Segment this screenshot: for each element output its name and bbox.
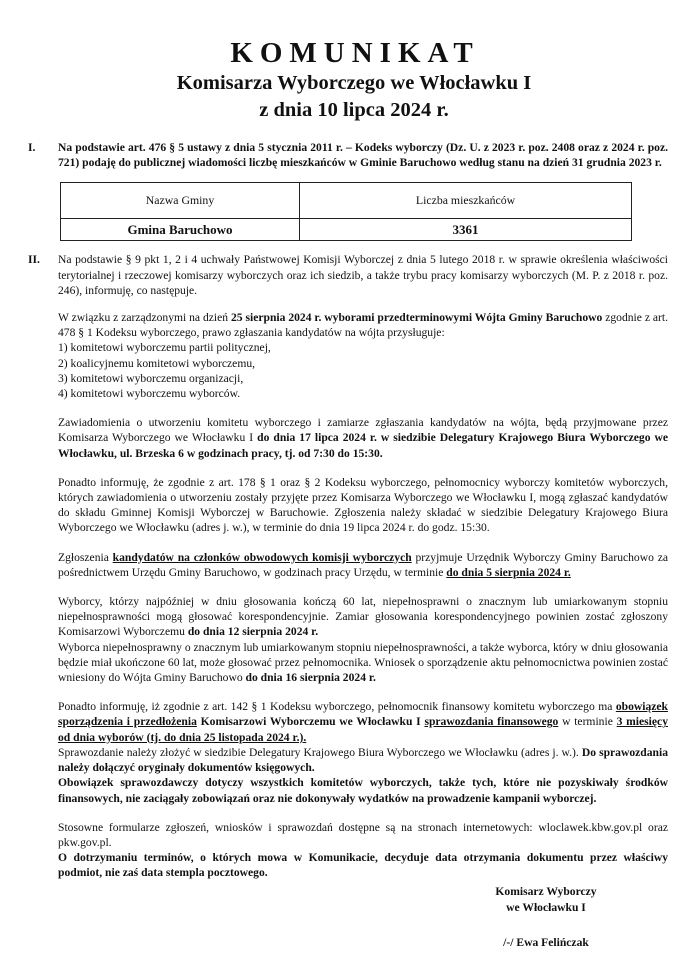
documents-bold: Do sprawozdania należy dołączyć oryginały dokumentów księgowych.: [58, 745, 668, 775]
obligation-underlined: obowiązek sporządzenia i przedłożenia: [58, 700, 668, 729]
paragraph-obwodowe-komisje: [58, 550, 668, 580]
text-span: Ponadto informuję, iż zgodnie z art. 142 § 1 Kodeksu wyborczego, pełnomocnik finansowy komitetu wyborczego ma: [58, 700, 616, 714]
text-span: Zawiadomienia o utworzeniu komitetu wyborczego i zamiarze zgłaszania kandydatów na wójta, będą przyjmowane przez Komisarza Wyborczego we Włocławku I: [58, 416, 668, 445]
paragraph-proxy-vote: [58, 640, 668, 686]
population-table-header-row: [61, 183, 632, 219]
text-span: Wyborcy, którzy najpóźniej w dniu głosowania kończą 60 lat, niepełnosprawni o znacznym lub umiarkowanym stopniu niepełnosprawności mogą głosować korespondencyjnie. Zamiar głosowania korespondencyjnego powinien zostać zgłoszony Komisarzowi Wyborczemu: [58, 595, 668, 639]
text-span: zgodnie z art. 478 § 1 Kodeksu wyborczego, prawo zgłaszania kandydatów na wójta przysługuje:: [58, 311, 668, 340]
section-1: [28, 140, 668, 170]
paragraph-correspondence-vote: [58, 594, 668, 640]
deadline-bold: do dnia 16 sierpnia 2024 r.: [245, 671, 376, 685]
paragraph-commission-candidates: Ponadto informuję, że zgodnie z art. 178 § 1 oraz § 2 Kodeksu wyborczego, pełnomocnicy wyborczy komitetów wyborczych, których zawiadomienia o utworzeniu zostały przyjęte przez Komisarza Wyborczego we Włocławku I, mogą zgłaszać kandydatów do składu Gminnej Komisji Wyborczej w Baruchowie. Zgłoszenia należy składać w siedzibie Delegatury Krajowego Biura Wyborczego we Włocławku (adres j. w.), w terminie do dnia 19 lipca 2024 r. do godz. 15:30.: [58, 475, 668, 535]
text-span: W związku z zarządzonymi na dzień: [58, 311, 231, 325]
paragraph-forms-info: Stosowne formularze zgłoszeń, wniosków i sprawozdań dostępne są na stronach internetowych: wloclawek.kbw.gov.pl oraz pkw.gov.pl.: [58, 820, 668, 849]
section-1-text: Na podstawie art. 476 § 5 ustawy z dnia 5 stycznia 2011 r. – Kodeks wyborczy (Dz. U. z 2023 r. poz. 2408 oraz z 2024 r. poz. 721) podaję do publicznej wiadomości liczbę mieszkańców w Gminie Baruchowo według stanu na dzień 31 grudnia 2023 r.: [58, 141, 668, 170]
report-underlined: sprawozdania finansowego: [424, 715, 559, 729]
document-subtitle-issuer: Komisarza Wyborczego we Włocławku I: [176, 72, 532, 94]
text-span: w terminie: [558, 715, 617, 729]
section-2: [28, 252, 668, 880]
header-liczba-mieszkancow: Liczba mieszkańców: [300, 183, 632, 219]
paragraph-financial-report: [58, 699, 668, 745]
paragraph-committee-notice: [58, 415, 668, 461]
list-item: 4) komitetowi wyborczemu wyborców.: [58, 387, 241, 401]
deadline-underlined: do dnia 5 sierpnia 2024 r.: [446, 565, 571, 579]
cell-gmina: Gmina Baruchowo: [61, 219, 300, 241]
signature-office: we Włocławku I: [506, 900, 586, 914]
candidates-underlined: kandydatów na członków obwodowych komisji wyborczych: [112, 550, 412, 564]
section-2-number: II.: [28, 253, 40, 267]
deadline-bold: do dnia 12 sierpnia 2024 r.: [187, 625, 319, 639]
list-item: 2) koalicyjnemu komitetowi wyborczemu,: [58, 356, 256, 370]
text-span: Zgłoszenia: [58, 550, 113, 564]
text-span: przyjmuje Urzędnik Wyborczy Gminy Baruchowo za pośrednictwem Urzędu Gminy Baruchowo, w godzinach pracy Urzędu, w terminie: [58, 550, 668, 579]
document-subtitle-date: z dnia 10 lipca 2024 r.: [259, 99, 449, 121]
signature-block: [476, 884, 616, 915]
paragraph-report-submission: [58, 745, 668, 775]
signature-name: /-/ Ewa Felińczak: [503, 936, 589, 949]
section-2-intro: Na podstawie § 9 pkt 1, 2 i 4 uchwały Państwowej Komisji Wyborczej z dnia 5 lutego 2018 r. w sprawie określenia właściwości terytorialnej i rzeczowej komisarzy wyborczych oraz ich siedzib, a także trybu pracy komisarzy wyborczych (M. P. z 2018 r. poz. 246), informuję, co następuje.: [58, 253, 668, 297]
population-table: [60, 182, 632, 241]
deadline-underlined: 3 miesięcy od dnia wyborów (tj. do dnia 25 listopada 2024 r.).: [58, 715, 668, 744]
section-1-number: I.: [28, 141, 36, 154]
paragraph-deadline-rule: O dotrzymaniu terminów, o których mowa w Komunikacie, decyduje data otrzymania dokumentu przez właściwy podmiot, nie zaś data stempla pocztowego.: [58, 851, 668, 880]
population-table-row: [61, 219, 632, 241]
list-item: 3) komitetowi wyborczemu organizacji,: [58, 371, 244, 385]
text-span: Wyborca niepełnosprawny o znacznym lub umiarkowanym stopniu niepełnosprawności, a także wyborca, który w dniu głosowania będzie miał ukończone 60 lat, może głosować przez pełnomocnika. Wniosek o sporządzenie aktu pełnomocnictwa powinien zostać wniesiony do Wójta Gminy Baruchowo: [58, 640, 668, 685]
cell-liczba: 3361: [300, 219, 632, 241]
header-nazwa-gminy: Nazwa Gminy: [61, 183, 300, 219]
document-title: KOMUNIKAT: [230, 37, 480, 69]
paragraph-election-info: [58, 310, 668, 340]
list-item: 1) komitetowi wyborczemu partii politycznej,: [58, 341, 271, 355]
deadline-bold: do dnia 17 lipca 2024 r. w siedzibie Delegatury Krajowego Biura Wyborczego we Włocławku, ul. Brzeska 6 w godzinach pracy, tj. od 7:30 do 15:30.: [58, 431, 669, 460]
paragraph-reporting-obligation: Obowiązek sprawozdawczy dotyczy wszystkich komitetów wyborczych, także tych, które nie pozyskiwały środków finansowych, nie zaciągały zobowiązań oraz nie dokonywały wydatków na prowadzenie kampanii wyborczej.: [58, 776, 668, 805]
section-2-body: [58, 252, 668, 880]
signature-title: Komisarz Wyborczy: [495, 885, 597, 898]
text-span: Sprawozdanie należy złożyć w siedzibie Delegatury Krajowego Biura Wyborczego we Włocławku (adres j. w.).: [58, 745, 582, 759]
election-date-bold: 25 sierpnia 2024 r. wyborami przedterminowymi Wójta Gminy Baruchowo: [230, 311, 603, 325]
text-span-bold: Komisarzowi Wyborczemu we Włocławku I: [196, 715, 425, 729]
